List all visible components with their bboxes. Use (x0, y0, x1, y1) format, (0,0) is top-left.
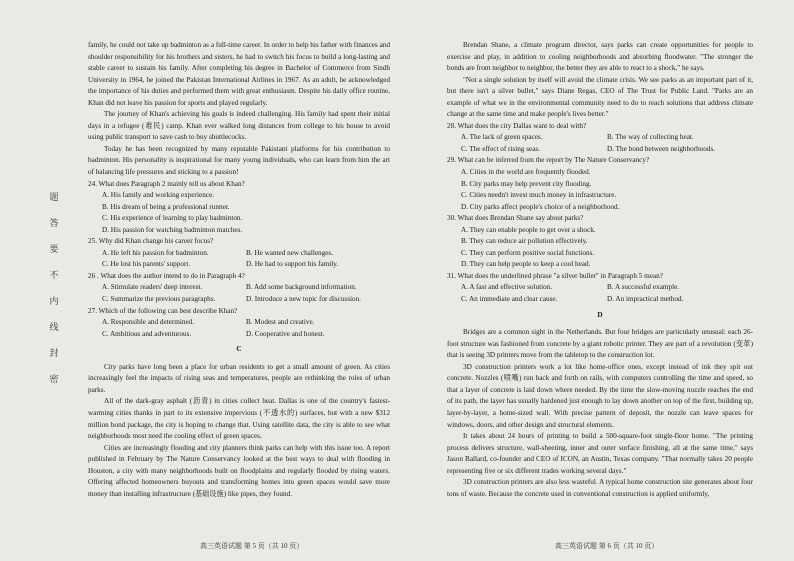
option: D. The bond between neighborhoods. (607, 144, 716, 153)
paragraph: "Not a single solution by itself will avoid the climate crisis. We see parks as an important part of it, but there isn't a silver bullet," says Diane Regas, CEO of The Trust for Public Land. "Parks are an example of what we in the environmental community need to do to reach solutions that address climate change at the same time and make people's lives better." (447, 75, 753, 119)
paragraph: All of the dark-gray asphalt (沥青) in cities collect heat. Dallas is one of the country's fastest-warming cities thanks in part to its extensive impervious (不透水的) surfaces, but with a new $312 million bond package, the city is hoping to change that. Using satellite data, the city is able to see what neighborhoods most need the cooling effect of green spaces. (88, 397, 390, 441)
option: A. They can enable people to get over a shock. (461, 225, 596, 234)
option: B. He wanted new challenges. (246, 248, 334, 257)
paragraph: 3D construction printers are also less wasteful. A typical home construction site generates about four tons of waste. Because the concrete used in conventional construction is applied uniformly, (447, 478, 753, 498)
page-6-column (447, 40, 753, 500)
page-6-footer: 高三英语试题 第 6 页（共 10 页） (555, 542, 659, 550)
option: B. Modest and creative. (246, 318, 315, 327)
option: C. Cities needn't invest much money in infrastructure. (461, 191, 617, 200)
question-29: 29. What can be inferred from the report by The Nature Conservancy? (447, 156, 650, 165)
option: D. Introduce a new topic for discussion. (246, 295, 361, 304)
paragraph: The journey of Khan's achieving his goals is indeed challenging. His family had spent their initial days in a refugee (难民) camp. Khan ever walked long distances from college to his house to avoid using public transport to save cash to buy shuttlecocks. (88, 110, 390, 142)
question-28: 28. What does the city Dallas want to deal with? (447, 121, 587, 130)
option: A. A fast and effective solution. (461, 283, 553, 292)
section-heading-c: C (236, 345, 242, 354)
option: C. His experience of learning to play badminton. (102, 214, 243, 223)
question-30: 30. What does Brendan Shane say about parks? (447, 214, 584, 223)
margin-label: 要 (49, 244, 59, 254)
question-25-options (88, 248, 390, 271)
option: C. The effect of rising seas. (461, 144, 540, 153)
option: C. Summarize the previous paragraphs. (102, 295, 216, 304)
option: B. A successful example. (607, 283, 680, 292)
option: A. Responsible and determined. (102, 318, 195, 327)
option: A. The lack of green spaces. (461, 133, 543, 142)
option: D. He had to support his family. (246, 260, 339, 269)
question-24: 24. What does Paragraph 2 mainly tell us about Khan? (88, 179, 245, 188)
option: B. The way of collecting heat. (607, 133, 694, 142)
option: D. City parks affect people's choice of a neighborhood. (461, 202, 620, 211)
option: C. He lost his parents' support. (102, 260, 191, 269)
option: D. His passion for watching badminton matches. (102, 225, 243, 234)
paragraph: 3D construction printers work a lot like home-office ones, except instead of ink they spit out concrete. Nozzles (喷嘴) run back and forth on rails, with computers controlling the time and speed, so that a layer of concrete is laid down where needed. By the time the slow-moving nozzle reaches the end of its path, the layer has usually hardened just enough to lay down another on top of the first, building up, layer-by-layer, a home-sized wall. With precise pattern of deposit, the nozzle can leave spaces for windows, doors, and other design and structural elements. (447, 362, 753, 429)
question-26-options (88, 282, 390, 305)
paragraph: Brendan Shane, a climate program director, says parks can create opportunities for people to exercise and play, in addition to cooling neighborhoods and absorbing floodwater. "The stronger the bonds are from neighbor to neighbor, the better they are able to react to a shock," he says. (447, 41, 753, 73)
margin-label: 线 (49, 322, 59, 332)
option: B. They can reduce air pollution effectively. (461, 237, 588, 246)
option: B. Add some background information. (246, 283, 357, 292)
option: C. An immediate and clear cause. (461, 295, 558, 304)
question-24-options (88, 190, 390, 236)
binding-margin-labels (46, 190, 62, 390)
option: D. Cooperative and honest. (246, 329, 325, 338)
option: C. Ambitious and adventurous. (102, 329, 192, 338)
paragraph: City parks have long been a place for urban residents to get a small amount of green. As cities increasingly feel the impacts of rising seas and temperatures, people are rethinking the roles of urban parks. (88, 362, 390, 394)
margin-label: 内 (49, 296, 59, 306)
option: A. Cities in the world are frequently flooded. (461, 168, 591, 177)
option: A. Stimulate readers' deep interest. (102, 283, 203, 292)
paragraph: family, he could not take up badminton as a full-time career. In order to help his father with finances and shoulder responsibility for his brothers and sisters, he had to switch his focus to build a long-lasting and stable career to sustain his family. After completing his degree in Bachelor of Commerce from Sindh University in 1964, he joined the Pakistan International Airlines in 1967. As an adult, he acknowledged the importance of his duties and performed them with great enthusiasm. Despite his daily office routine, Khan did not leave his passion for sports and played regularly. (88, 41, 390, 107)
option: C. They can perform positive social functions. (461, 248, 595, 257)
paragraph: It takes about 24 hours of printing to build a 500-square-foot single-floor home. "The printing process delivers structure, wall-sheeting, inner and outer surface finishing, all at the same time," says Jason Ballard, co-founder and CEO of ICON, an Austin, Texas company. "That normally takes 20 people representing five or six different trades working several days." (447, 432, 753, 475)
page-5-footer: 高三英语试题 第 5 页（共 10 页） (200, 542, 304, 550)
paragraph: Today he has been recognized by many reputable Pakistani platforms for his contribution to badminton. His personality is inspirational for many young individuals, who can learn from him the art of balancing life pressures and sticking to a passion! (88, 144, 390, 177)
option: A. He left his passion for badminton. (102, 248, 209, 257)
margin-label: 答 (49, 218, 59, 228)
option: B. His dream of being a professional runner. (102, 202, 230, 211)
margin-label: 密 (49, 374, 59, 384)
question-31-options (447, 282, 753, 305)
question-27: 27. Which of the following can best describe Khan? (88, 306, 238, 315)
question-26: 26 . What does the author intend to do in Paragraph 4? (88, 271, 245, 280)
question-30-options (447, 225, 753, 271)
paragraph: Bridges are a common sight in the Netherlands. But four bridges are particularly unusual: each 26-foot structure was fashioned from concrete by a giant robotic printer. They are part of a revolution (变革) that is seeing 3D printers move from the tabletop to the construction lot. (447, 328, 753, 360)
option: B. City parks may help prevent city flooding. (461, 179, 592, 188)
question-31: 31. What does the underlined phrase "a silver bullet" in Paragraph 5 mean? (447, 271, 663, 280)
section-heading-d: D (597, 310, 603, 319)
question-27-options (88, 317, 390, 340)
margin-label: 封 (49, 348, 59, 358)
margin-label: 不 (49, 270, 59, 280)
paragraph: Cities are increasingly flooding and city planners think parks can help with this issue too. A report published in February by The Nature Conservancy looked at the best ways to deal with flooding in Houston, a city with many neighborhoods built on floodplains and regularly flooded by rising waters. Offering affected homeowners buyouts and transforming homes into green spaces would save more money than installing infrastructure (基础设施) like pipes, they found. (88, 443, 390, 498)
question-29-options (447, 167, 753, 213)
margin-label: 题 (49, 192, 59, 202)
question-28-options (447, 132, 753, 155)
option: D. They can help people to keep a cool head. (461, 260, 591, 269)
option: A. His family and working experience. (102, 191, 214, 200)
question-25: 25. Why did Khan change his career focus? (88, 237, 214, 246)
page-5-column (88, 40, 390, 500)
option: D. An impractical method. (607, 295, 684, 304)
